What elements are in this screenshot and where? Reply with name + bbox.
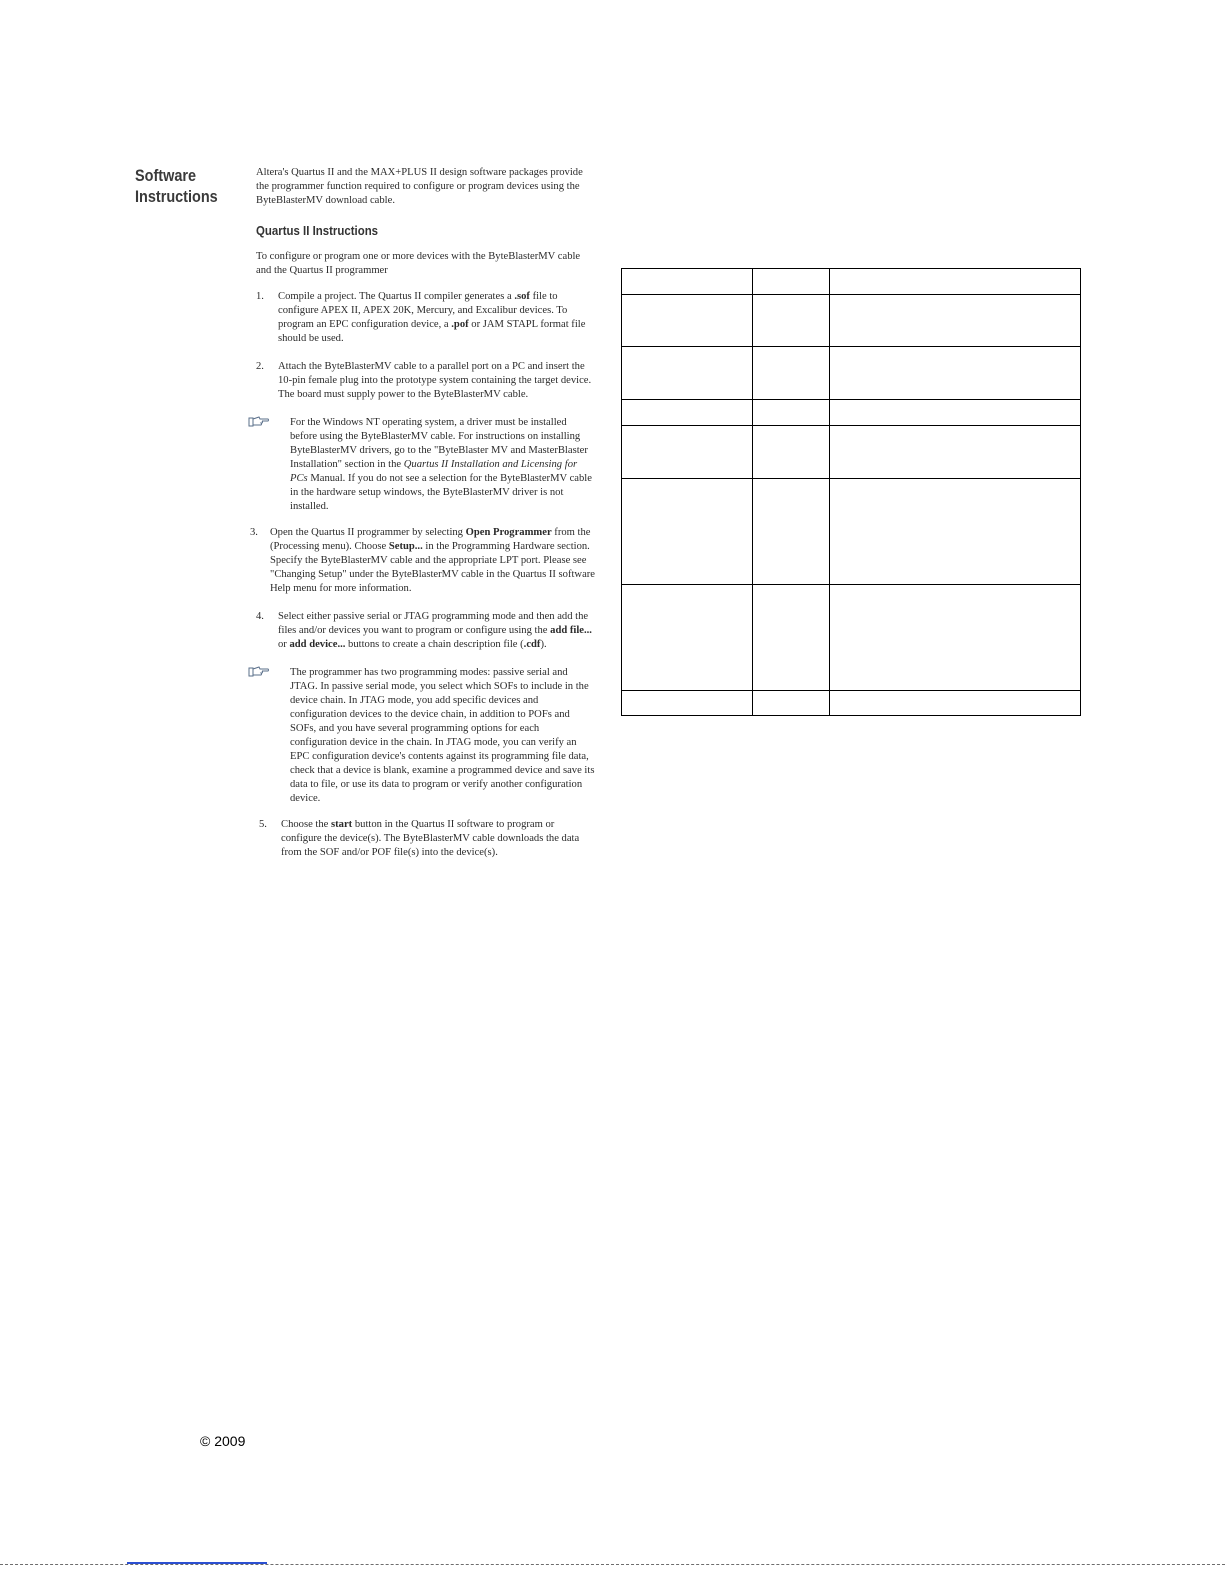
step-2 [256, 360, 596, 402]
step-5 [259, 818, 596, 860]
table-cell [622, 426, 753, 479]
table-cell [753, 347, 830, 400]
pointing-hand-icon [248, 666, 270, 683]
note-text: The programmer has two programming modes: passive serial and JTAG. In passive serial mode, you select which SOFs to include in the device chain. In JTAG mode, you add specific devices and configuration devices to the device chain, in addition to POFs and SOFs, and you have several programming options for each configuration device in the chain. In JTAG mode, you can verify an EPC configuration device's contents against its programming file data, check that a device is blank, examine a programmed device and save its data to file, or use its data to program or verify another configuration device. [290, 667, 595, 804]
step-text: Attach the ByteBlasterMV cable to a parallel port on a PC and insert the 10-pin female plug into the prototype system containing the target device. The board must supply power to the ByteBlasterMV cable. [278, 361, 592, 400]
copyright-notice: © 2009 [200, 1433, 246, 1449]
section-title-line-1: Software [135, 166, 197, 185]
step-number: 3. [250, 527, 258, 538]
table-cell [622, 400, 753, 426]
section-title-line-2: Instructions [135, 187, 218, 206]
empty-table [621, 268, 1080, 716]
table-cell [622, 269, 753, 295]
table-row [622, 347, 1081, 400]
step-1 [256, 290, 596, 346]
footer-divider [0, 1564, 1225, 1565]
table-cell [753, 295, 830, 347]
table-cell [622, 295, 753, 347]
note-2 [256, 666, 596, 806]
step-text: Compile a project. The Quartus II compiler generates a .sof file to configure APEX II, APEX 20K, Mercury, and Excalibur devices. To program an EPC configuration device, a .pof or JAM STAPL format file should be used. [278, 291, 586, 344]
step-number: 5. [259, 819, 267, 830]
footer-link-underline[interactable] [127, 1562, 267, 1564]
step-text: Select either passive serial or JTAG programming mode and then add the files and/or devices you want to program or configure using the add file... or add device... buttons to create a chain description file (.cdf). [278, 611, 592, 650]
subsection-heading: Quartus II Instructions [256, 223, 379, 238]
table-cell [830, 347, 1081, 400]
table-row [622, 690, 1081, 715]
table-row [622, 269, 1081, 295]
instructions-body [250, 166, 596, 874]
table-cell [753, 400, 830, 426]
table-cell [830, 295, 1081, 347]
table-cell [622, 584, 753, 690]
note-text: For the Windows NT operating system, a driver must be installed before using the ByteBlasterMV cable. For instructions on installing ByteBlasterMV drivers, go to the "ByteBlaster MV and MasterBlaster Installation" section in the Quartus II Installation and Licensing for PCs Manual. If you do not see a selection for the ByteBlasterMV cable in the hardware setup windows, the ByteBlasterMV driver is not installed. [290, 417, 592, 512]
table-cell [622, 479, 753, 584]
table-cell [753, 426, 830, 479]
table-cell [830, 584, 1081, 690]
table-cell [830, 479, 1081, 584]
table-grid [621, 268, 1081, 716]
table-cell [830, 690, 1081, 715]
table-cell [830, 269, 1081, 295]
step-text: Open the Quartus II programmer by selecting Open Programmer from the (Processing menu). Choose Setup... in the Programming Hardware section. Specify the ByteBlasterMV cable and the appropriate LPT port. Please see "Changing Setup" under the ByteBlasterMV cable in the Quartus II software Help menu for more information. [270, 527, 596, 594]
table-cell [753, 584, 830, 690]
intro-paragraph: Altera's Quartus II and the MAX+PLUS II design software packages provide the programmer function required to configure or program devices using the ByteBlasterMV download cable. [256, 167, 583, 206]
table-cell [830, 426, 1081, 479]
table-row [622, 400, 1081, 426]
note-1 [256, 416, 596, 514]
table-cell [753, 690, 830, 715]
pointing-hand-icon [248, 416, 270, 433]
table-row [622, 479, 1081, 584]
section-title [135, 165, 229, 207]
step-4 [256, 610, 596, 652]
step-number: 4. [256, 611, 264, 622]
table-cell [622, 690, 753, 715]
lead-paragraph: To configure or program one or more devices with the ByteBlasterMV cable and the Quartus II programmer [256, 251, 581, 276]
step-number: 2. [256, 361, 264, 372]
table-row [622, 295, 1081, 347]
table-row [622, 426, 1081, 479]
table-cell [622, 347, 753, 400]
table-cell [830, 400, 1081, 426]
table-row [622, 584, 1081, 690]
table-cell [753, 479, 830, 584]
step-number: 1. [256, 291, 264, 302]
step-3 [250, 526, 596, 596]
step-text: Choose the start button in the Quartus II software to program or configure the device(s). The ByteBlasterMV cable downloads the data from the SOF and/or POF file(s) into the device(s). [281, 819, 580, 858]
table-cell [753, 269, 830, 295]
